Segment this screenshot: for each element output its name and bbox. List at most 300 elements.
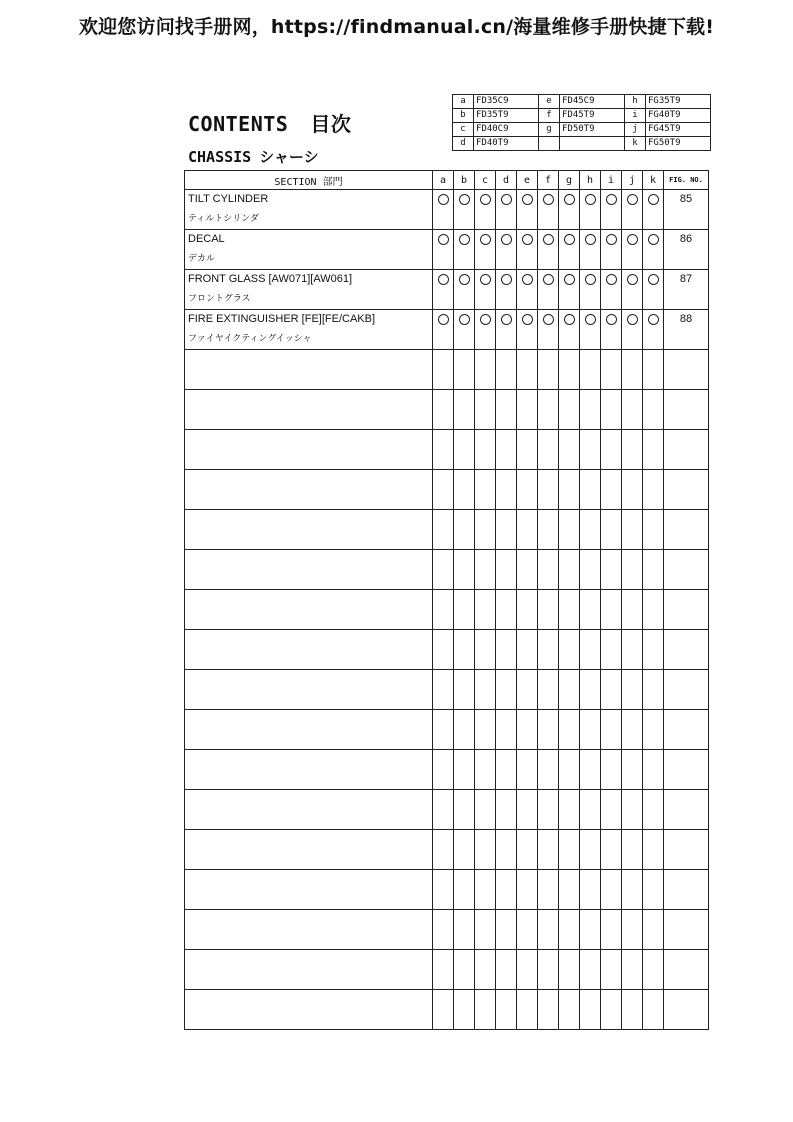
empty-cell: [601, 830, 622, 870]
empty-cell: [433, 670, 454, 710]
applicability-cell: [559, 270, 580, 310]
applicable-circle-icon: [627, 314, 638, 325]
applicable-circle-icon: [648, 314, 659, 325]
empty-cell: [496, 950, 517, 990]
empty-cell: [496, 750, 517, 790]
empty-cell: [454, 390, 475, 430]
empty-cell: [622, 630, 643, 670]
empty-cell: [559, 390, 580, 430]
empty-cell: [454, 470, 475, 510]
empty-cell: [475, 590, 496, 630]
empty-cell: [433, 910, 454, 950]
empty-cell: [601, 950, 622, 990]
legend-model: FD35C9: [474, 95, 539, 109]
empty-cell: [538, 630, 559, 670]
empty-cell: [496, 710, 517, 750]
empty-cell: [475, 390, 496, 430]
empty-cell: [643, 470, 664, 510]
applicability-cell: [601, 230, 622, 270]
legend-model: FD35T9: [474, 109, 539, 123]
empty-cell: [664, 750, 709, 790]
empty-cell: [517, 790, 538, 830]
empty-cell: [664, 830, 709, 870]
empty-cell: [454, 950, 475, 990]
legend-model: FD45C9: [560, 95, 625, 109]
section-name-en: DECAL: [188, 233, 225, 245]
empty-cell: [664, 510, 709, 550]
empty-cell: [643, 430, 664, 470]
empty-cell: [538, 990, 559, 1030]
applicability-cell: [454, 230, 475, 270]
table-row-empty: [185, 950, 709, 990]
empty-cell: [622, 830, 643, 870]
empty-cell: [538, 710, 559, 750]
empty-cell: [517, 430, 538, 470]
empty-cell: [664, 390, 709, 430]
empty-cell: [433, 870, 454, 910]
empty-cell: [559, 950, 580, 990]
column-header-j: j: [622, 171, 643, 190]
empty-cell: [664, 670, 709, 710]
empty-cell: [622, 550, 643, 590]
table-row-empty: [185, 750, 709, 790]
empty-cell: [496, 350, 517, 390]
empty-cell: [475, 910, 496, 950]
empty-cell: [580, 670, 601, 710]
empty-cell: [538, 910, 559, 950]
empty-cell: [454, 630, 475, 670]
applicability-cell: [517, 310, 538, 350]
empty-cell: [601, 470, 622, 510]
applicability-cell: [433, 230, 454, 270]
empty-cell: [664, 910, 709, 950]
empty-cell: [601, 630, 622, 670]
empty-cell: [538, 390, 559, 430]
empty-cell: [664, 870, 709, 910]
empty-cell: [185, 510, 433, 550]
empty-cell: [643, 590, 664, 630]
empty-cell: [517, 750, 538, 790]
applicable-circle-icon: [627, 234, 638, 245]
empty-cell: [580, 950, 601, 990]
section-header: SECTION 部門: [185, 171, 433, 190]
empty-cell: [643, 830, 664, 870]
fig-no-cell: [664, 310, 709, 350]
empty-cell: [601, 910, 622, 950]
empty-cell: [496, 510, 517, 550]
applicable-circle-icon: [501, 194, 512, 205]
table-row: [185, 230, 709, 270]
empty-cell: [538, 550, 559, 590]
section-cell: [185, 190, 433, 230]
empty-cell: [643, 630, 664, 670]
empty-cell: [433, 590, 454, 630]
applicability-cell: [622, 310, 643, 350]
empty-cell: [185, 710, 433, 750]
table-row-empty: [185, 710, 709, 750]
applicable-circle-icon: [543, 194, 554, 205]
empty-cell: [433, 990, 454, 1030]
model-legend: [452, 94, 711, 151]
empty-cell: [601, 390, 622, 430]
empty-cell: [517, 550, 538, 590]
empty-cell: [185, 830, 433, 870]
empty-cell: [517, 950, 538, 990]
applicable-circle-icon: [606, 274, 617, 285]
empty-cell: [517, 590, 538, 630]
empty-cell: [622, 950, 643, 990]
applicable-circle-icon: [438, 234, 449, 245]
empty-cell: [496, 670, 517, 710]
empty-cell: [454, 750, 475, 790]
empty-cell: [454, 910, 475, 950]
fig-no-cell: [664, 190, 709, 230]
applicable-circle-icon: [480, 314, 491, 325]
empty-cell: [454, 870, 475, 910]
applicable-circle-icon: [564, 314, 575, 325]
legend-model: FG45T9: [646, 123, 711, 137]
applicability-cell: [517, 230, 538, 270]
empty-cell: [185, 750, 433, 790]
empty-cell: [475, 710, 496, 750]
empty-cell: [559, 470, 580, 510]
table-row-empty: [185, 470, 709, 510]
legend-model: [560, 137, 625, 151]
legend-key: f: [539, 109, 560, 123]
empty-cell: [496, 470, 517, 510]
empty-cell: [433, 510, 454, 550]
table-row-empty: [185, 630, 709, 670]
empty-cell: [517, 350, 538, 390]
empty-cell: [580, 470, 601, 510]
applicability-cell: [538, 190, 559, 230]
applicable-circle-icon: [585, 194, 596, 205]
title-block: [188, 110, 351, 168]
empty-cell: [622, 870, 643, 910]
empty-cell: [664, 710, 709, 750]
empty-cell: [433, 550, 454, 590]
empty-cell: [475, 470, 496, 510]
empty-cell: [580, 550, 601, 590]
applicability-cell: [538, 270, 559, 310]
title-en: CONTENTS: [188, 112, 289, 136]
empty-cell: [559, 710, 580, 750]
empty-cell: [475, 630, 496, 670]
empty-cell: [580, 390, 601, 430]
column-header-b: b: [454, 171, 475, 190]
page-title: [188, 110, 351, 138]
empty-cell: [496, 430, 517, 470]
applicable-circle-icon: [522, 194, 533, 205]
empty-cell: [601, 510, 622, 550]
legend-model: FD45T9: [560, 109, 625, 123]
table-row-empty: [185, 670, 709, 710]
empty-cell: [538, 830, 559, 870]
title-jp: 目次: [310, 112, 352, 136]
subtitle-jp: シャーシ: [259, 148, 319, 166]
applicable-circle-icon: [459, 194, 470, 205]
empty-cell: [538, 670, 559, 710]
empty-cell: [496, 870, 517, 910]
applicable-circle-icon: [480, 194, 491, 205]
applicable-circle-icon: [648, 234, 659, 245]
empty-cell: [580, 830, 601, 870]
empty-cell: [559, 870, 580, 910]
table-row: [185, 270, 709, 310]
subtitle-en: CHASSIS: [188, 148, 252, 166]
empty-cell: [559, 550, 580, 590]
applicable-circle-icon: [627, 274, 638, 285]
empty-cell: [496, 550, 517, 590]
legend-key: d: [453, 137, 474, 151]
empty-cell: [601, 670, 622, 710]
applicability-cell: [622, 270, 643, 310]
empty-cell: [517, 470, 538, 510]
applicability-cell: [601, 310, 622, 350]
empty-cell: [580, 710, 601, 750]
applicability-cell: [622, 190, 643, 230]
section-cell: [185, 310, 433, 350]
empty-cell: [601, 590, 622, 630]
applicability-cell: [496, 270, 517, 310]
empty-cell: [517, 870, 538, 910]
empty-cell: [580, 790, 601, 830]
empty-cell: [433, 710, 454, 750]
empty-cell: [622, 670, 643, 710]
empty-cell: [475, 430, 496, 470]
legend-key: i: [625, 109, 646, 123]
legend-row: [453, 109, 711, 123]
fig-no: 86: [679, 233, 693, 245]
fig-no: 85: [679, 193, 693, 205]
applicable-circle-icon: [501, 234, 512, 245]
empty-cell: [496, 990, 517, 1030]
empty-cell: [185, 350, 433, 390]
empty-cell: [643, 670, 664, 710]
empty-cell: [559, 350, 580, 390]
empty-cell: [559, 830, 580, 870]
empty-cell: [643, 870, 664, 910]
empty-cell: [538, 510, 559, 550]
empty-cell: [559, 750, 580, 790]
empty-cell: [454, 710, 475, 750]
applicable-circle-icon: [585, 234, 596, 245]
applicable-circle-icon: [648, 194, 659, 205]
empty-cell: [475, 510, 496, 550]
applicability-cell: [643, 270, 664, 310]
applicable-circle-icon: [648, 274, 659, 285]
legend-key: [539, 137, 560, 151]
applicability-cell: [643, 230, 664, 270]
empty-cell: [622, 390, 643, 430]
empty-cell: [517, 910, 538, 950]
empty-cell: [664, 470, 709, 510]
applicable-circle-icon: [585, 314, 596, 325]
applicability-cell: [496, 310, 517, 350]
table-row-empty: [185, 790, 709, 830]
empty-cell: [559, 670, 580, 710]
empty-cell: [622, 470, 643, 510]
empty-cell: [643, 750, 664, 790]
empty-cell: [454, 590, 475, 630]
empty-cell: [580, 990, 601, 1030]
empty-cell: [559, 910, 580, 950]
applicability-cell: [454, 190, 475, 230]
empty-cell: [185, 990, 433, 1030]
empty-cell: [475, 870, 496, 910]
empty-cell: [433, 350, 454, 390]
empty-cell: [643, 350, 664, 390]
column-header-i: i: [601, 171, 622, 190]
applicability-cell: [622, 230, 643, 270]
applicable-circle-icon: [480, 234, 491, 245]
empty-cell: [538, 350, 559, 390]
empty-cell: [517, 710, 538, 750]
applicable-circle-icon: [543, 314, 554, 325]
empty-cell: [475, 670, 496, 710]
empty-cell: [580, 630, 601, 670]
empty-cell: [496, 390, 517, 430]
legend-row: [453, 123, 711, 137]
empty-cell: [185, 390, 433, 430]
empty-cell: [185, 910, 433, 950]
legend-key: j: [625, 123, 646, 137]
empty-cell: [643, 510, 664, 550]
empty-cell: [454, 670, 475, 710]
legend-model: FG40T9: [646, 109, 711, 123]
empty-cell: [496, 830, 517, 870]
section-name-jp: ティルトシリンダ: [188, 213, 259, 223]
empty-cell: [601, 750, 622, 790]
empty-cell: [601, 870, 622, 910]
applicable-circle-icon: [564, 234, 575, 245]
empty-cell: [622, 790, 643, 830]
empty-cell: [454, 510, 475, 550]
fig-no-header: FIG. NO.: [664, 171, 709, 190]
applicable-circle-icon: [438, 274, 449, 285]
applicability-cell: [475, 230, 496, 270]
empty-cell: [538, 750, 559, 790]
applicability-cell: [538, 230, 559, 270]
table-row-empty: [185, 830, 709, 870]
section-cell: [185, 230, 433, 270]
table-row-empty: [185, 870, 709, 910]
empty-cell: [433, 750, 454, 790]
applicability-cell: [601, 190, 622, 230]
section-cell: [185, 270, 433, 310]
empty-cell: [538, 470, 559, 510]
empty-cell: [185, 870, 433, 910]
applicability-cell: [559, 230, 580, 270]
empty-cell: [517, 510, 538, 550]
applicable-circle-icon: [438, 314, 449, 325]
empty-cell: [517, 630, 538, 670]
empty-cell: [559, 590, 580, 630]
empty-cell: [601, 550, 622, 590]
applicable-circle-icon: [585, 274, 596, 285]
applicability-cell: [643, 310, 664, 350]
empty-cell: [454, 550, 475, 590]
empty-cell: [580, 590, 601, 630]
site-banner: 欢迎您访问找手册网，https://findmanual.cn/海量维修手册快捷下载!: [78, 16, 715, 38]
applicable-circle-icon: [438, 194, 449, 205]
empty-cell: [496, 910, 517, 950]
applicable-circle-icon: [522, 274, 533, 285]
applicability-cell: [517, 270, 538, 310]
empty-cell: [622, 350, 643, 390]
applicable-circle-icon: [522, 314, 533, 325]
empty-cell: [517, 670, 538, 710]
applicable-circle-icon: [564, 274, 575, 285]
section-name-en: TILT CYLINDER: [188, 193, 269, 205]
legend-key: k: [625, 137, 646, 151]
empty-cell: [643, 390, 664, 430]
applicability-cell: [496, 230, 517, 270]
legend-model: FD50T9: [560, 123, 625, 137]
empty-cell: [475, 950, 496, 990]
applicability-cell: [496, 190, 517, 230]
table-row-empty: [185, 350, 709, 390]
column-header-c: c: [475, 171, 496, 190]
applicability-cell: [580, 190, 601, 230]
applicable-circle-icon: [543, 234, 554, 245]
applicability-cell: [559, 310, 580, 350]
empty-cell: [643, 950, 664, 990]
empty-cell: [454, 430, 475, 470]
column-header-g: g: [559, 171, 580, 190]
fig-no: 88: [679, 313, 693, 325]
applicability-cell: [538, 310, 559, 350]
applicability-cell: [580, 230, 601, 270]
empty-cell: [643, 550, 664, 590]
empty-cell: [496, 630, 517, 670]
table-row-empty: [185, 390, 709, 430]
applicability-cell: [433, 310, 454, 350]
empty-cell: [185, 590, 433, 630]
applicability-cell: [454, 310, 475, 350]
applicability-cell: [643, 190, 664, 230]
empty-cell: [664, 550, 709, 590]
empty-cell: [622, 590, 643, 630]
fig-no-cell: [664, 230, 709, 270]
empty-cell: [643, 990, 664, 1030]
empty-cell: [185, 790, 433, 830]
empty-cell: [559, 790, 580, 830]
empty-cell: [664, 350, 709, 390]
empty-cell: [643, 790, 664, 830]
empty-cell: [517, 990, 538, 1030]
empty-cell: [475, 830, 496, 870]
empty-cell: [433, 630, 454, 670]
empty-cell: [580, 870, 601, 910]
applicability-cell: [475, 190, 496, 230]
empty-cell: [622, 430, 643, 470]
empty-cell: [664, 950, 709, 990]
empty-cell: [559, 630, 580, 670]
empty-cell: [454, 350, 475, 390]
empty-cell: [433, 950, 454, 990]
table-row-empty: [185, 510, 709, 550]
empty-cell: [664, 430, 709, 470]
column-header-e: e: [517, 171, 538, 190]
applicable-circle-icon: [459, 274, 470, 285]
empty-cell: [643, 710, 664, 750]
applicable-circle-icon: [543, 274, 554, 285]
legend-row: [453, 137, 711, 151]
empty-cell: [601, 790, 622, 830]
empty-cell: [475, 990, 496, 1030]
applicable-circle-icon: [606, 194, 617, 205]
